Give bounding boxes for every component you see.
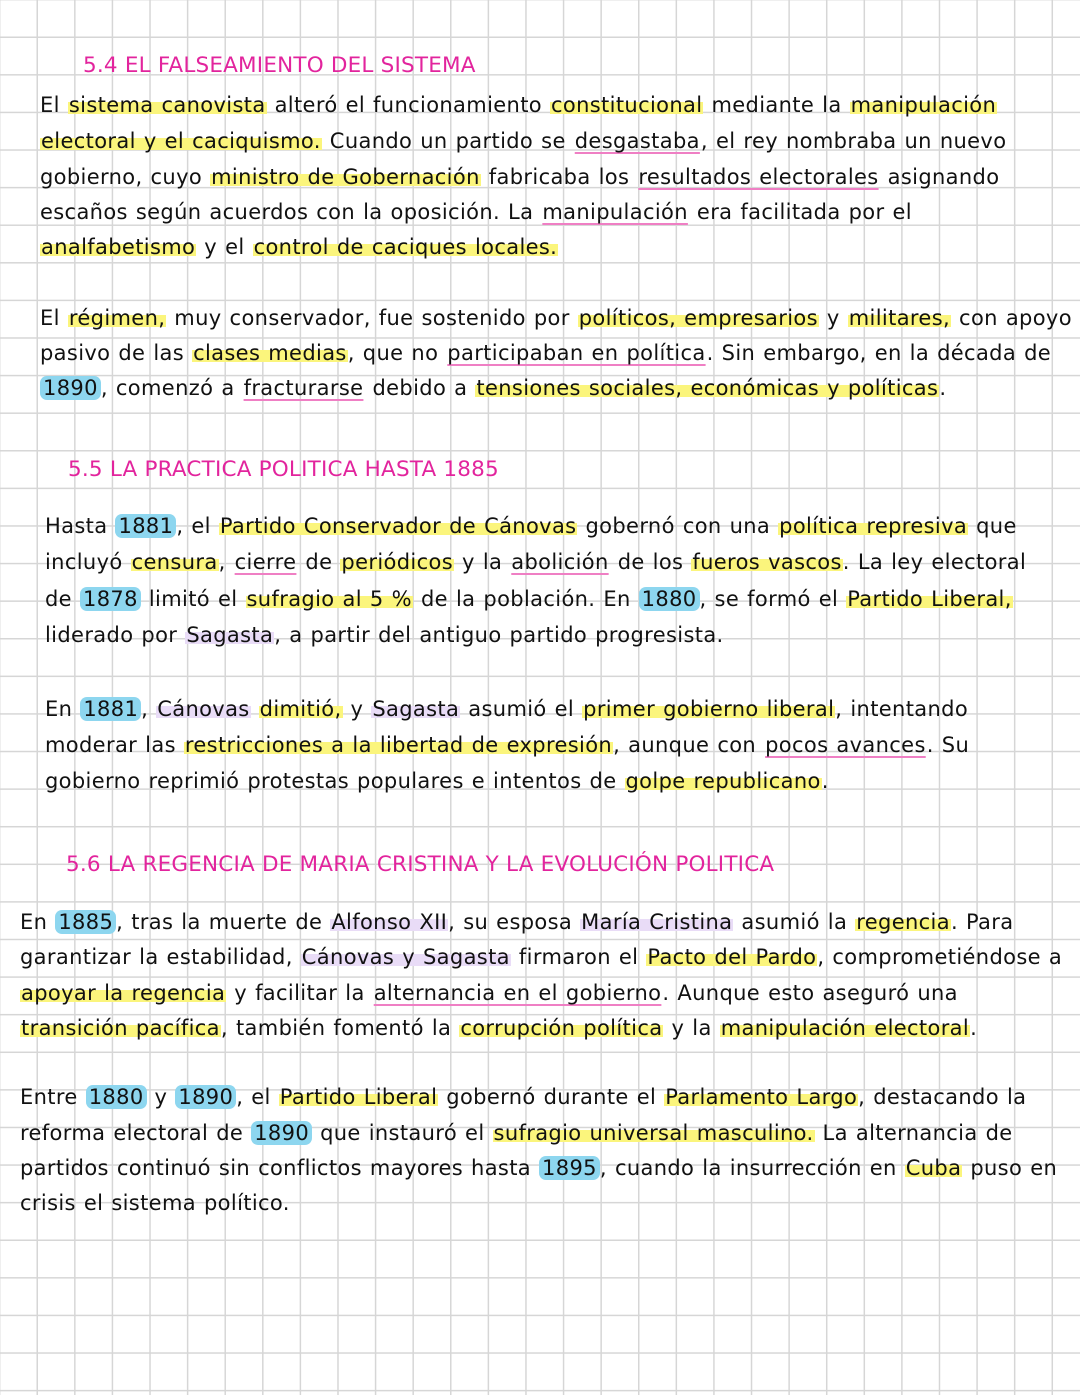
highlight-yellow: regencia (856, 910, 950, 934)
highlight-yellow: sistema canovista (68, 93, 266, 117)
text-run: , cuando la insurrección en (599, 1156, 905, 1180)
text-run: , comenzó a (100, 376, 243, 400)
text-line (20, 1083, 1026, 1111)
text-line (20, 979, 958, 1007)
text-run: , tras la muerte de (116, 910, 331, 934)
text-line (20, 908, 1013, 936)
text-run: , (218, 550, 234, 574)
highlight-yellow: Partido Liberal, (847, 587, 1012, 611)
text-line (20, 1154, 1057, 1182)
highlight-yellow: políticos, empresarios (578, 306, 818, 330)
text-line (20, 943, 1062, 971)
text-run: . (821, 769, 829, 793)
highlight-yellow: sufragio universal masculino. (493, 1121, 814, 1145)
underlined-term: participaban en política (447, 341, 706, 365)
text-run: de los (609, 550, 692, 574)
text-run: . Su (926, 733, 970, 757)
highlight-yellow: Cuba (905, 1156, 962, 1180)
text-line (40, 127, 1006, 155)
text-run: El (40, 93, 68, 117)
text-run: . Sin embargo, en la década de (706, 341, 1052, 365)
highlight-yellow: constitucional (551, 93, 703, 117)
text-run: , aunque con (613, 733, 765, 757)
text-run: reforma electoral de (20, 1121, 252, 1145)
text-run: . La ley electoral (842, 550, 1027, 574)
highlight-yellow: política represiva (779, 514, 968, 538)
highlight-yellow: régimen, (68, 306, 166, 330)
text-run: gobierno, cuyo (40, 165, 211, 189)
text-run: puso en (962, 1156, 1058, 1180)
underlined-term: desgastaba (574, 129, 700, 153)
text-run: gobernó con una (577, 514, 779, 538)
text-run: , el (176, 514, 219, 538)
text-run: que instauró el (312, 1121, 493, 1145)
text-run: asumió el (460, 697, 583, 721)
highlight-date: 1895 (539, 1156, 600, 1180)
text-run: con apoyo (951, 306, 1072, 330)
text-run: Cuando un partido se (321, 129, 574, 153)
text-run: El (40, 306, 68, 330)
underlined-term: abolición (511, 550, 609, 574)
highlight-yellow: Pacto del Pardo (647, 945, 817, 969)
underlined-term: alternancia en el gobierno (373, 981, 662, 1005)
text-run: Hasta (45, 514, 116, 538)
text-run (251, 697, 259, 721)
text-run: y (342, 697, 372, 721)
text-run: y (146, 1085, 176, 1109)
text-line (45, 512, 1017, 540)
highlight-yellow: analfabetismo (41, 235, 196, 259)
text-run: , intentando (835, 697, 969, 721)
highlight-name: Sagasta (372, 697, 460, 721)
text-run: . Para (950, 910, 1014, 934)
highlight-date: 1890 (251, 1121, 312, 1145)
highlight-yellow: Partido Liberal (279, 1085, 438, 1109)
highlight-date: 1890 (40, 376, 101, 400)
highlight-yellow: Partido Conservador de Cánovas (219, 514, 577, 538)
section-heading-5-6: 5.6 LA REGENCIA DE MARIA CRISTINA Y LA EVOLUCIÓN POLITICA (66, 852, 775, 877)
text-run: , también fomentó la (220, 1016, 460, 1040)
highlight-yellow: corrupción política (460, 1016, 663, 1040)
text-line (20, 1189, 290, 1217)
text-run: . Aunque esto aseguró una (662, 981, 958, 1005)
underlined-term: pocos avances (765, 733, 926, 757)
highlight-yellow: periódicos (341, 550, 453, 574)
text-run: Entre (20, 1085, 86, 1109)
highlight-name: Cánovas (157, 697, 250, 721)
text-run: y la (454, 550, 511, 574)
text-run: , su esposa (448, 910, 581, 934)
highlight-yellow: primer gobierno liberal (583, 697, 835, 721)
text-run: y (818, 306, 848, 330)
highlight-name: Cánovas y Sagasta (301, 945, 510, 969)
text-run: debido a (364, 376, 476, 400)
text-line (40, 374, 946, 402)
highlight-date: 1885 (55, 910, 116, 934)
text-run: En (20, 910, 56, 934)
text-line (40, 198, 912, 226)
text-run: asumió la (733, 910, 856, 934)
text-line (40, 339, 1051, 367)
underlined-term: resultados electorales (638, 165, 879, 189)
highlight-name: Sagasta (186, 623, 274, 647)
text-run: gobernó durante el (438, 1085, 665, 1109)
highlight-date: 1880 (86, 1085, 147, 1109)
text-run: crisis el sistema político. (20, 1191, 290, 1215)
text-run: , comprometiéndose a (817, 945, 1063, 969)
text-run: de (297, 550, 341, 574)
highlight-date: 1880 (639, 587, 700, 611)
text-line (45, 585, 1013, 613)
text-run: liderado por (45, 623, 186, 647)
text-run: , destacando la (858, 1085, 1027, 1109)
text-run: y facilitar la (226, 981, 373, 1005)
text-run: , que no (347, 341, 447, 365)
text-run: firmaron el (510, 945, 647, 969)
text-line (45, 548, 1026, 576)
text-run: que (968, 514, 1017, 538)
text-run: y la (663, 1016, 720, 1040)
text-run: , el (236, 1085, 279, 1109)
text-run: muy conservador, fue sostenido por (166, 306, 578, 330)
highlight-date: 1881 (115, 514, 176, 538)
text-run: y el (196, 235, 253, 259)
highlight-yellow: restricciones a la libertad de expresión (184, 733, 613, 757)
text-run: alteró el funcionamiento (266, 93, 551, 117)
text-run: era facilitada por el (688, 200, 912, 224)
highlight-yellow: Parlamento Largo (665, 1085, 858, 1109)
text-line (40, 91, 997, 119)
text-run: pasivo de las (40, 341, 193, 365)
underlined-term: fracturarse (243, 376, 364, 400)
text-line (45, 767, 829, 795)
text-run: gobierno reprimió protestas populares e intentos de (45, 769, 625, 793)
highlight-yellow: transición pacífica (21, 1016, 220, 1040)
text-line (20, 1119, 1013, 1147)
section-heading-5-4: 5.4 EL FALSEAMIENTO DEL SISTEMA (83, 53, 476, 78)
highlight-yellow: sufragio al 5 % (246, 587, 412, 611)
text-run: . (939, 376, 947, 400)
highlight-yellow: control de caciques locales. (253, 235, 558, 259)
highlight-yellow: electoral y el caciquismo. (41, 129, 321, 153)
highlight-yellow: militares, (848, 306, 951, 330)
text-line (20, 1014, 977, 1042)
underlined-term: cierre (234, 550, 297, 574)
text-run: , se formó el (699, 587, 847, 611)
text-run: garantizar la estabilidad, (20, 945, 301, 969)
text-line (45, 731, 969, 759)
highlight-yellow: golpe republicano (625, 769, 821, 793)
highlight-name: Alfonso XII (331, 910, 448, 934)
highlight-yellow: fueros vascos (692, 550, 842, 574)
text-run: limitó el (140, 587, 246, 611)
text-run: En (45, 697, 81, 721)
highlight-yellow: manipulación (850, 93, 997, 117)
text-run: asignando (879, 165, 1000, 189)
text-line (40, 163, 999, 191)
highlight-yellow: censura (131, 550, 218, 574)
text-run: de la población. En (412, 587, 639, 611)
text-line (40, 233, 558, 261)
text-run: La alternancia de (814, 1121, 1013, 1145)
underlined-term: manipulación (542, 200, 688, 224)
text-run: fabricaba los (480, 165, 638, 189)
text-line (40, 304, 1072, 332)
highlight-date: 1881 (80, 697, 141, 721)
highlight-yellow: apoyar la regencia (21, 981, 226, 1005)
text-line (45, 695, 968, 723)
text-run: , el rey nombraba un nuevo (700, 129, 1007, 153)
text-run: . (970, 1016, 978, 1040)
text-run: escaños según acuerdos con la oposición. La (40, 200, 542, 224)
highlight-yellow: manipulación electoral (720, 1016, 970, 1040)
text-run: partidos continuó sin conflictos mayores hasta (20, 1156, 540, 1180)
highlight-yellow: ministro de Gobernación (211, 165, 480, 189)
highlight-name: María Cristina (581, 910, 733, 934)
highlight-date: 1890 (175, 1085, 236, 1109)
text-run: incluyó (45, 550, 131, 574)
section-heading-5-5: 5.5 LA PRACTICA POLITICA HASTA 1885 (68, 457, 499, 482)
text-line (45, 621, 724, 649)
highlight-date: 1878 (80, 587, 141, 611)
text-run: , (141, 697, 157, 721)
text-run: moderar las (45, 733, 184, 757)
text-run: de (45, 587, 80, 611)
highlight-yellow: dimitió, (259, 697, 342, 721)
text-run: , a partir del antiguo partido progresista. (274, 623, 724, 647)
highlight-yellow: clases medias (193, 341, 347, 365)
highlight-yellow: tensiones sociales, económicas y políticas (476, 376, 939, 400)
text-run: mediante la (703, 93, 850, 117)
